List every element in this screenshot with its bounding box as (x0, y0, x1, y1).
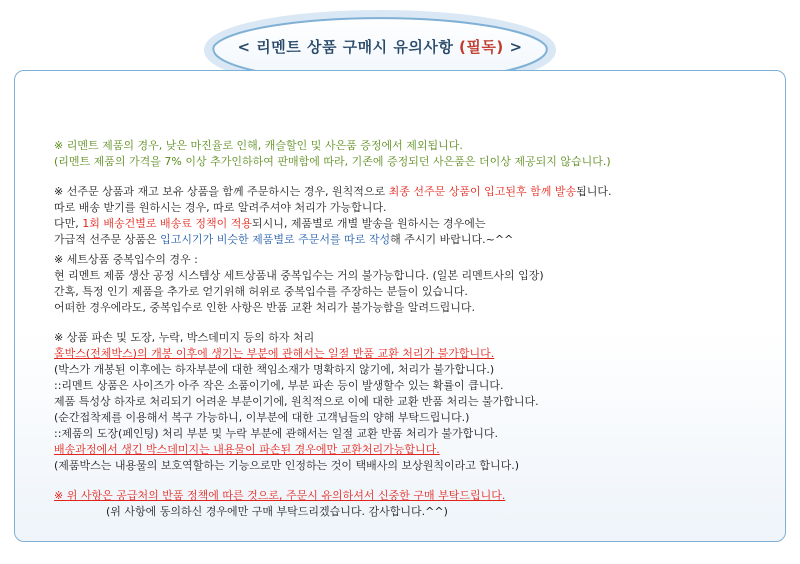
defect-heading: ※ 상품 파손 및 도장, 누락, 박스데미지 등의 하자 처리 (54, 331, 315, 344)
resale-gift-notice: (리멘트 제품의 가격을 7% 이상 추가인하하여 판매함에 따라, 기존에 증정되던 사은품은 더이상 제공되지 않습니다.) (54, 155, 611, 168)
title-open: < 리멘트 상품 구매시 유의사항 (237, 38, 460, 56)
defect-line-6: (순간접착제를 이용해서 복구 가능하니, 이부분에 대한 고객님들의 양해 부탁드립니다.) (54, 411, 470, 424)
footer-notice: ※ 위 사항은 공급처의 반품 정책에 따른 것으로, 주문시 유의하셔서 신중한 구매 부탁드립니다. (54, 489, 506, 502)
page-title (200, 36, 560, 57)
duplicate-heading: ※ 세트상품 중복입수의 경우 : (54, 253, 198, 266)
defect-line-7: ::제품의 도장(페인팅) 처리 부분 및 누락 부분에 관해서는 일절 교환 반품 처리가 불가합니다. (54, 427, 498, 440)
defect-line-5: 제품 특성상 하자로 처리되기 어려운 부분이기에, 원칙적으로 이에 대한 교환 반품 처리는 불가합니다. (54, 395, 539, 408)
title-must-read: (필독) (459, 38, 504, 56)
duplicate-line-2: 현 리멘트 제품 생산 공정 시스템상 세트상품내 중복입수는 거의 불가능합니다. (일본 리멘트사의 입장) (54, 269, 544, 282)
duplicate-line-3: 간혹, 특정 인기 제품을 추가로 얻기위해 허위로 중복입수를 주장하는 분들이 있습니다. (54, 285, 468, 298)
preorder-line-1: ※ 선주문 상품과 재고 보유 상품을 함께 주문하시는 경우, 원칙적으로 최종 선주문 상품이 입고된후 함께 발송됩니다. (54, 185, 612, 198)
preorder-line-4: 가급적 선주문 상품은 입고시기가 비슷한 제품별로 주문서를 따로 작성해 주시기 바랍니다.~^^ (54, 233, 514, 246)
preorder-line-2: 따로 배송 받기를 원하시는 경우, 따로 알려주셔야 처리가 가능합니다. (54, 201, 387, 214)
defect-line-9: (제품박스는 내용물의 보호역할하는 기능으로만 인정하는 것이 택배사의 보상원칙이라고 합니다.) (54, 459, 520, 472)
defect-line-8: 배송과정에서 생긴 박스데미지는 내용물이 파손된 경우에만 교환처리가능합니다. (54, 443, 440, 456)
duplicate-line-4: 어떠한 경우에라도, 중복입수로 인한 사항은 반품 교환 처리가 불가능함을 알려드립니다. (54, 301, 475, 314)
resale-discount-notice: ※ 리멘트 제품의 경우, 낮은 마진율로 인해, 캐슬할인 및 사은품 증정에서 제외됩니다. (54, 139, 463, 152)
title-close: > (503, 38, 523, 56)
footer-thanks: (위 사항에 동의하신 경우에만 구매 부탁드리겠습니다. 감사합니다.^^) (106, 505, 448, 518)
preorder-line-3: 다만, 1회 배송건별로 배송료 정책이 적용되시니, 제품별로 개별 발송을 원하시는 경우에는 (54, 217, 486, 230)
defect-line-3: (박스가 개봉된 이후에는 하자부분에 대한 책임소재가 명확하지 않기에, 처리가 불가합니다.) (54, 363, 495, 376)
notice-content (54, 138, 784, 520)
defect-line-4: ::리멘트 상품은 사이즈가 아주 작은 소품이기에, 부분 파손 등이 발생할수 있는 확률이 큽니다. (54, 379, 504, 392)
defect-line-2: 홀박스(전체박스)의 개봉 이후에 생기는 부분에 관해서는 일절 반품 교환 처리가 불가합니다. (54, 347, 495, 360)
